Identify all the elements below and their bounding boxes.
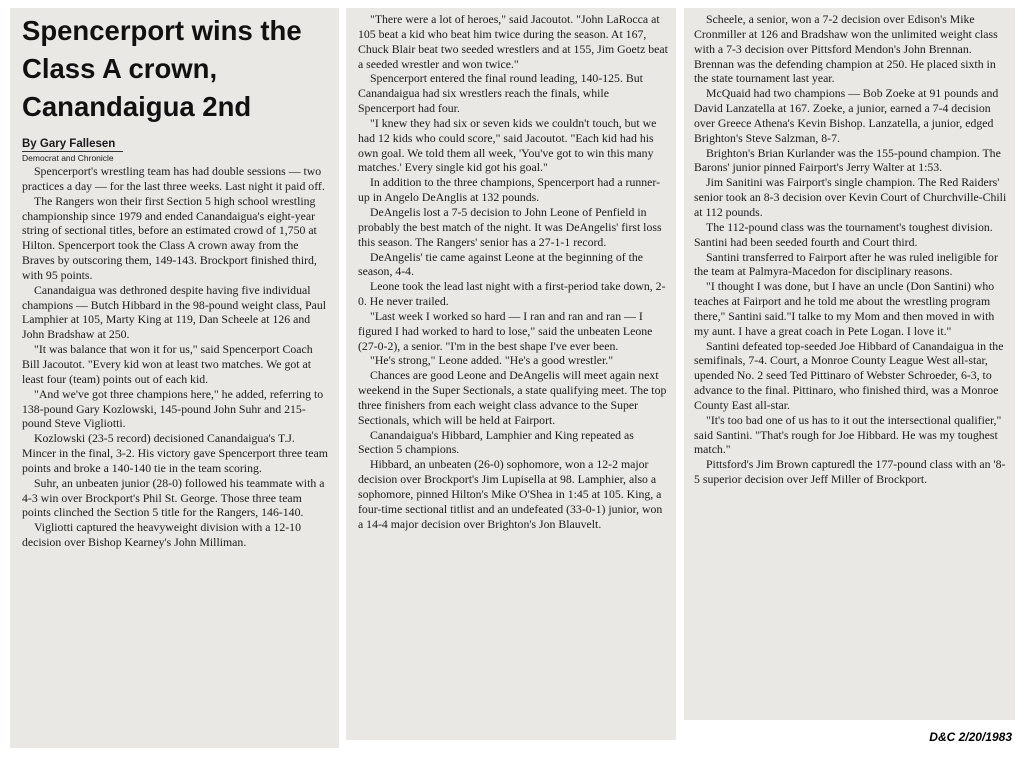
- paragraph: "He's strong," Leone added. "He's a good wrestler.": [370, 353, 614, 368]
- paragraph: McQuaid had two champions — Bob Zoeke at 91 pounds and David Lanzatella at 167. Zoeke, a junior, earned a 7-4 decision over Greece Athena's Kevin Bishop. Lanzatella, a junior, edged Brighton's Steve Salzman, 8-7.: [694, 86, 999, 145]
- paragraph: Kozlowski (23-5 record) decisioned Canandaigua's T.J. Mincer in the final, 3-2. His victory gave Spencerport three team points and broke a 140-140 tie in the team scoring.: [22, 431, 328, 475]
- article-byline: By Gary Fallesen: [22, 137, 123, 152]
- paragraph: DeAngelis lost a 7-5 decision to John Leone of Penfield in probably the best match of the night. It was DeAngelis' first loss this season. The Rangers' senior has a 27-1-1 record.: [358, 204, 662, 249]
- paragraph: Brighton's Brian Kurlander was the 155-pound champion. The Barons' junior pinned Fairport's Jerry Walter at 1:53.: [694, 145, 1001, 175]
- paragraph: Santini transferred to Fairport after he was ruled ineligible for the team at Palmyra-Macedon for disciplinary reasons.: [694, 249, 998, 279]
- paragraph: Jim Sanitini was Fairport's single champion. The Red Raiders' senior took an 8-3 decision over Kevin Court of Churchville-Chili at 112 pounds.: [694, 175, 1007, 219]
- paragraph: "I knew they had six or seven kids we couldn't touch, but we had 12 kids who could score," said Jacoutot. "Each kid had his own goal. We told them all week, 'You've got to win this many matches.' Every single kid got his goal.": [358, 115, 657, 175]
- paragraph: Spencerport's wrestling team has had double sessions — two practices a day — for the last three weeks. Last night it paid off.: [22, 164, 325, 193]
- paragraph: "It's too bad one of us has to it out the intersectional qualifier," said Santini. "That's rough for Joe Hibbard. He was my toughest match.": [694, 412, 1002, 457]
- article-column-3: [684, 8, 1015, 720]
- paragraph: Chances are good Leone and DeAngelis will meet again next weekend in the Super Sectionals, a state qualifying meet. The top three finishers from each weight class advance to the Super Sectionals, which will be held at Fairport.: [358, 368, 667, 427]
- paragraph: Spencerport entered the final round leading, 140-125. But Canandaigua had six wrestlers reach the finals, while Spencerport had four.: [358, 71, 643, 116]
- date-stamp: D&C 2/20/1983: [929, 730, 1012, 744]
- paragraph: "I thought I was done, but I have an uncle (Don Santini) who teaches at Fairport and he told me about the wrestling program there," Santini said."I talke to my Mom and then moved in with my aunt. I have a great coach in Pete Logan. I love it.": [694, 279, 995, 338]
- paragraph: Scheele, a senior, won a 7-2 decision over Edison's Mike Cronmiller at 126 and Bradshaw won the unlimited weight class with a 7-3 decision over Pittsford Mendon's John Brennan. Brennan was the defending champion at 250. He placed sixth in the state tournament last year.: [694, 12, 998, 86]
- article-column-2: [346, 8, 676, 740]
- paragraph: Leone took the lead last night with a first-period take down, 2-0. He never trailed.: [358, 279, 666, 309]
- article-column-1: [10, 8, 339, 748]
- article-affiliation: Democrat and Chronicle: [22, 153, 114, 163]
- paragraph: Canandaigua was dethroned despite having five individual champions — Butch Hibbard in the 98-pound weight class, Paul Lamphier at 105, Marty King at 119, Dan Scheele at 126 and John Bradshaw at 250.: [22, 282, 327, 342]
- paragraph: "And we've got three champions here," he added, referring to 138-pound Gary Kozlowski, 145-pound John Suhr and 215-pound Steve Vigliotti.: [22, 386, 324, 431]
- article-headline: Spencerport wins the Class A crown, Canandaigua 2nd: [22, 15, 302, 122]
- paragraph: Pittsford's Jim Brown capturedl the 177-pound class with an '8-5 superior decision over Jeff Miller of Brockport.: [694, 457, 1006, 487]
- paragraph: "It was balance that won it for us," said Spencerport Coach Bill Jacoutot. "Every kid won at least two matches. We got at least four (team) points out of each kid.: [22, 342, 313, 386]
- paragraph: Suhr, an unbeaten junior (28-0) followed his teammate with a 4-3 win over Brockport's Phil St. George. Those three team points clinched the Section 5 title for the Rangers, 146-140.: [22, 475, 325, 520]
- paragraph: The 112-pound class was the tournament's toughest division. Santini had been seeded fourth and Court third.: [694, 219, 993, 249]
- paragraph: "Last week I worked so hard — I ran and ran and ran — I figured I had worked to hard to lose," said the unbeaten Leone (27-0-2), a senior. "I'm in the best shape I've ever been.: [358, 308, 653, 353]
- paragraph: Vigliotti captured the heavyweight division with a 12-10 decision over Bishop Kearney's John Milliman.: [22, 520, 301, 550]
- paragraph: "There were a lot of heroes," said Jacoutot. "John LaRocca at 105 beat a kid who beat him twice during the season. At 167, Chuck Blair beat two seeded wrestlers and at 155, Jim Goetz beat a seeded wrestler and won twice.": [358, 12, 668, 71]
- paragraph: In addition to the three champions, Spencerport had a runner-up in Angelo DeAnglis at 132 pounds.: [358, 175, 661, 205]
- paragraph: The Rangers won their first Section 5 high school wrestling championship since 1979 and ended Canandaigua's eight-year string of sectional titles, before an estimated crowd of 1,750 at Hilton. Spencerport took the Class A crown away from the Braves by outscoring them, 149-143. Brockport finished third, with 95 points.: [22, 193, 317, 282]
- paragraph: Canandaigua's Hibbard, Lamphier and King repeated as Section 5 champions.: [358, 427, 634, 457]
- paragraph: Santini defeated top-seeded Joe Hibbard of Canandaigua in the semifinals, 7-4. Court, a Monroe County League West all-star, upended No. 2 seed Ted Pittinaro of Webster Schroeder, 6-3, to advance to the final. Pittinaro, who finished third, was a Monroe County East all-star.: [694, 338, 1004, 412]
- paragraph: DeAngelis' tie came against Leone at the beginning of the season, 4-4.: [358, 249, 644, 279]
- paragraph: Hibbard, an unbeaten (26-0) sophomore, won a 12-2 major decision over Brockport's Jim Lupisella at 98. Lamphier, also a sophomore, pinned Hilton's Mike O'Shea in 1:45 at 105. King, a four-time sectional titlist and an undefeated (33-0-1) junior, won a 14-4 major decision over Brighton's Jon Blauvelt.: [358, 457, 663, 531]
